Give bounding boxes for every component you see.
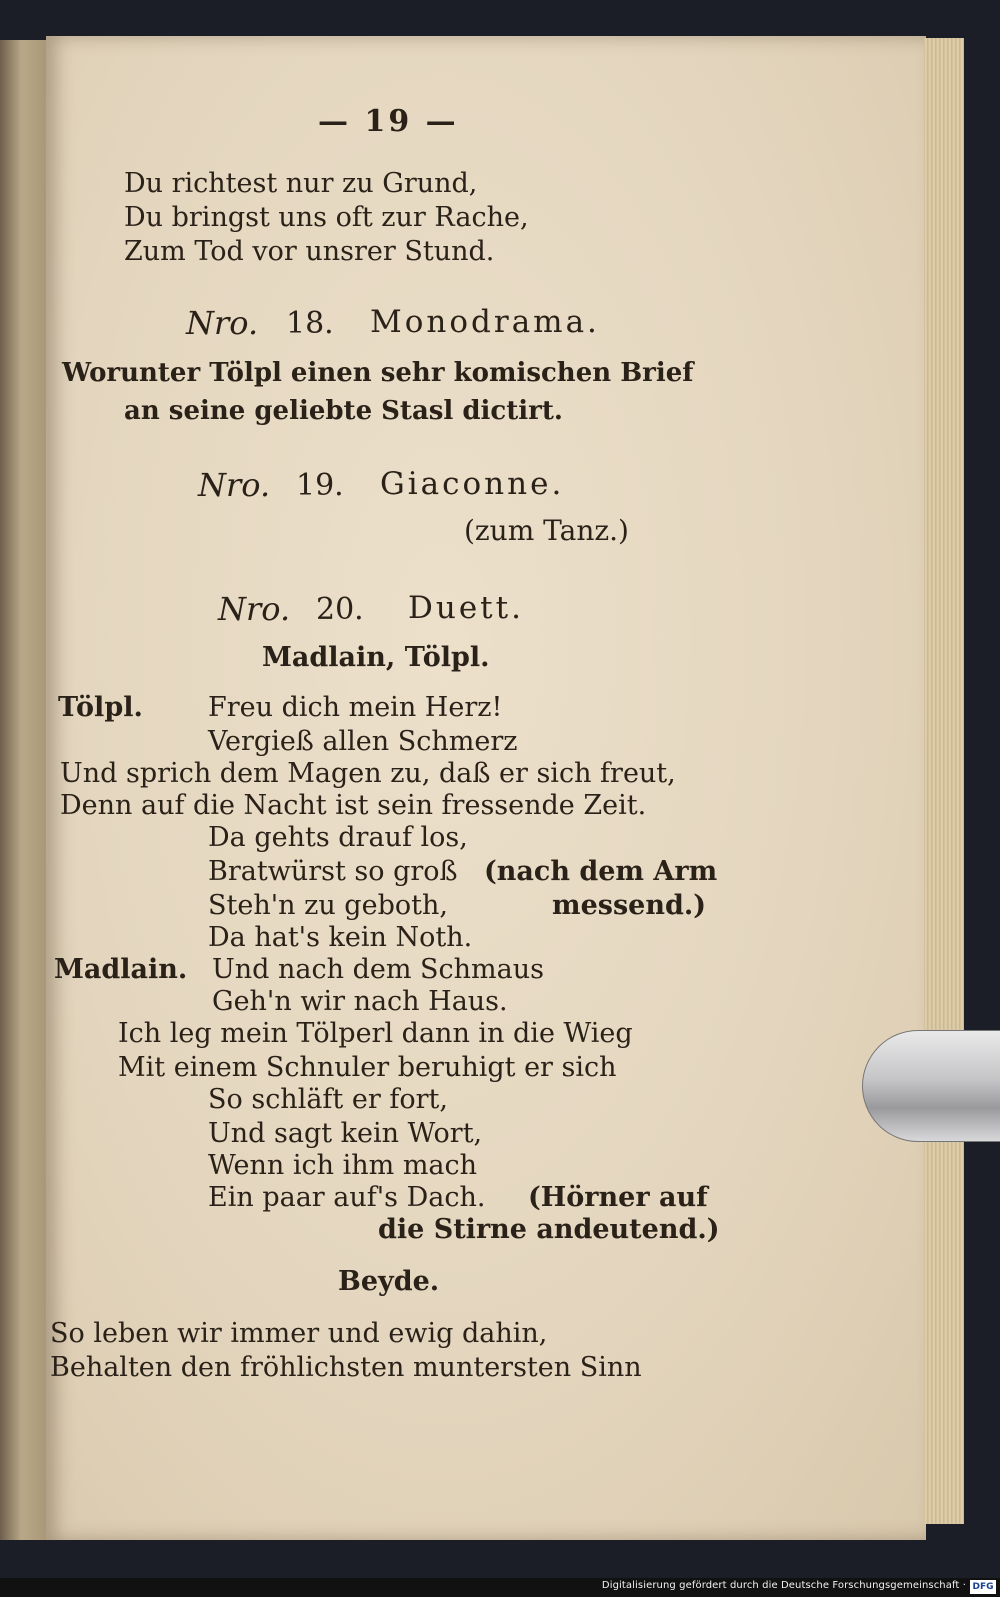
duet-line: Denn auf die Nacht ist sein fressende Zeit. — [60, 790, 647, 821]
duet-line: Und sprich dem Magen zu, daß er sich freut, — [60, 758, 676, 789]
dfg-logo: DFG — [970, 1580, 996, 1594]
page-edges — [924, 38, 964, 1524]
facing-page-edge — [0, 40, 48, 1540]
duet-line: Und nach dem Schmaus — [212, 954, 544, 985]
duet-line: Bratwürst so groß — [208, 856, 458, 887]
duet-line: Ein paar auf's Dach. — [208, 1182, 486, 1213]
number-value: 19. — [296, 468, 344, 503]
characters: Madlain, Tölpl. — [262, 642, 490, 673]
section-title: Duett. — [408, 590, 524, 626]
stage-direction: die Stirne andeutend.) — [378, 1214, 720, 1245]
verse-line: Zum Tod vor unsrer Stund. — [124, 236, 495, 267]
number-value: 20. — [316, 592, 364, 627]
number-label: Nro. — [198, 466, 271, 504]
duet-line: Freu dich mein Herz! — [208, 692, 503, 723]
final-line: Behalten den fröhlichsten muntersten Sinn — [50, 1352, 642, 1383]
duet-line: Und sagt kein Wort, — [208, 1118, 483, 1149]
section-description: Worunter Tölpl einen sehr komischen Brief — [62, 358, 694, 388]
duet-line: Da hat's kein Noth. — [208, 922, 473, 953]
stage-direction: (nach dem Arm — [484, 856, 718, 887]
duet-line: Steh'n zu geboth, — [208, 890, 448, 921]
number-value: 18. — [286, 306, 334, 341]
page-clip — [862, 1030, 1000, 1142]
stage-direction: (Hörner auf — [528, 1182, 708, 1213]
duet-line: Geh'n wir nach Haus. — [212, 986, 508, 1017]
duet-line: Da gehts drauf los, — [208, 822, 468, 853]
speaker-label: Tölpl. — [58, 692, 143, 723]
duet-line: So schläft er fort, — [208, 1084, 448, 1115]
final-line: So leben wir immer und ewig dahin, — [50, 1318, 548, 1349]
section-note: (zum Tanz.) — [464, 514, 629, 547]
footer-credit: Digitalisierung gefördert durch die Deutsche Forschungsgemeinschaft · — [601, 1580, 966, 1591]
duet-line: Wenn ich ihm mach — [208, 1150, 478, 1181]
verse-line: Du bringst uns oft zur Rache, — [124, 202, 529, 233]
stage-direction: messend.) — [552, 890, 707, 921]
speaker-heading: Beyde. — [338, 1266, 440, 1297]
duet-line: Mit einem Schnuler beruhigt er sich — [118, 1052, 617, 1083]
verse-line: Du richtest nur zu Grund, — [124, 168, 478, 199]
page-number: — 19 — — [318, 104, 459, 139]
speaker-label: Madlain. — [54, 954, 188, 985]
section-title: Giaconne. — [380, 466, 565, 502]
number-label: Nro. — [218, 590, 291, 628]
number-label: Nro. — [186, 304, 259, 342]
section-description: an seine geliebte Stasl dictirt. — [124, 396, 563, 426]
section-title: Monodrama. — [370, 304, 600, 340]
duet-line: Ich leg mein Tölperl dann in die Wieg — [118, 1018, 633, 1049]
duet-line: Vergieß allen Schmerz — [208, 726, 518, 757]
